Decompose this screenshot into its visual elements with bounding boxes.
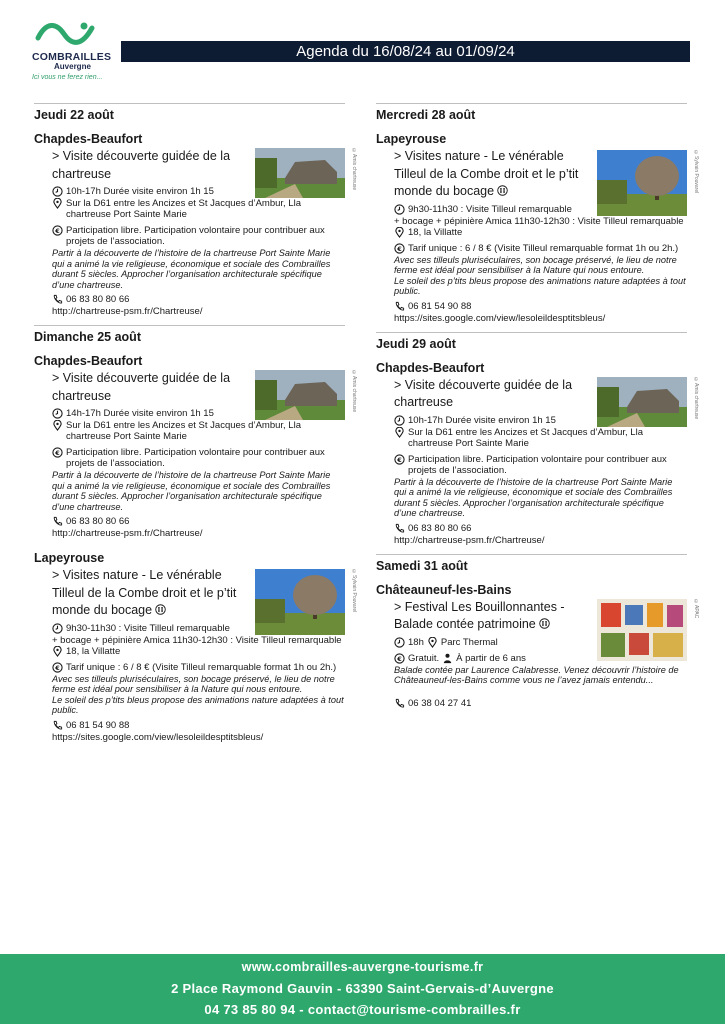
town-name: Chapdes-Beaufort bbox=[34, 132, 143, 146]
town-name: Chapdes-Beaufort bbox=[376, 360, 485, 375]
event-time: 10h-17h Durée visite environ 1h 15 bbox=[66, 186, 214, 197]
day-heading: Jeudi 29 août bbox=[376, 332, 687, 355]
event-phone[interactable]: 06 81 54 90 88 bbox=[66, 719, 130, 731]
event-url[interactable]: https://sites.google.com/view/lesoleildesptitsbleus/ bbox=[52, 731, 264, 743]
event-url[interactable]: http://chartreuse-psm.fr/Chartreuse/ bbox=[394, 534, 545, 546]
family-icon bbox=[539, 618, 550, 629]
event-place: 18, la Villatte bbox=[408, 226, 463, 238]
phone-icon bbox=[52, 720, 63, 731]
footer bbox=[0, 954, 725, 1024]
photo-tilleul bbox=[597, 150, 699, 216]
event-title[interactable]: > Visites nature - Le vénérable Tilleul de la Combe droit et le p’tit monde du bocage bbox=[394, 149, 579, 198]
pin-icon bbox=[52, 646, 63, 657]
event-time-detail: + bocage + pépinière Amica 11h30-12h30 : Visite Tilleul remarquable bbox=[394, 215, 684, 227]
pin-icon bbox=[427, 637, 438, 648]
event-description: Partir à la découverte de l’histoire de la chartreuse Port Sainte Marie qui a animé la vie religieuse, économique et sociale des Combrailles durant 5 siècles. Approcher l’organisation architecturale spécifique d’une chartreuse. bbox=[394, 476, 673, 518]
euro-icon bbox=[394, 243, 405, 254]
euro-icon bbox=[394, 454, 405, 465]
event-phone[interactable]: 06 81 54 90 88 bbox=[408, 300, 472, 312]
euro-icon bbox=[52, 662, 63, 673]
event-phone[interactable]: 06 38 04 27 41 bbox=[408, 697, 472, 709]
day-heading: Mercredi 28 août bbox=[376, 103, 687, 126]
event-description: Partir à la découverte de l’histoire de la chartreuse Port Sainte Marie qui a animé la vie religieuse, économique et sociale des Combrailles durant 5 siècles. Approcher l’organisation architecturale spécifique d’une chartreuse. bbox=[52, 248, 331, 290]
event-description: Balade contée par Laurence Calabresse. Venez découvrir l’histoire de Châteauneuf-les-Bains comme vous ne l’avez jamais entendu... bbox=[394, 664, 679, 685]
pin-icon bbox=[394, 227, 405, 238]
pin-icon bbox=[52, 198, 63, 209]
phone-icon bbox=[52, 294, 63, 305]
event-time: 9h30-11h30 : Visite Tilleul remarquable bbox=[66, 622, 230, 634]
event-place: Parc Thermal bbox=[440, 636, 498, 648]
footer-address: 2 Place Raymond Gauvin - 63390 Saint-Gervais-d’Auvergne bbox=[171, 981, 554, 996]
event-description: Avec ses tilleuls pluriséculaires, son bocage préservé, le lieu de notre ferme est idéal pour sensibiliser à la Nature qui nous entoure. bbox=[394, 254, 677, 275]
photo-chartreuse bbox=[255, 148, 357, 198]
event-place: 18, la Villatte bbox=[66, 645, 121, 657]
svg-text:€: € bbox=[55, 663, 60, 672]
page-title: Agenda du 16/08/24 au 01/09/24 bbox=[121, 41, 690, 62]
pin-icon bbox=[394, 427, 405, 438]
event-title[interactable]: > Visites nature - Le vénérable Tilleul de la Combe droit et le p’tit monde du bocage bbox=[52, 568, 237, 617]
photo-credit: ©Sylvain Pouvarel bbox=[351, 569, 357, 613]
logo-brand: COMBRAILLES bbox=[32, 51, 112, 63]
phone-icon bbox=[394, 698, 405, 709]
footer-website[interactable]: www.combrailles-auvergne-tourisme.fr bbox=[241, 960, 484, 974]
logo-sub: Auvergne bbox=[54, 62, 91, 71]
event-place: Sur la D61 entre les Ancizes et St Jacques d’Ambur, Lla chartreuse Port Sainte Marie bbox=[66, 198, 301, 220]
photo-credit: ©Amis chartreuse bbox=[351, 148, 357, 191]
phone-icon bbox=[394, 301, 405, 312]
right-column bbox=[376, 103, 699, 710]
event-time: 10h-17h Durée visite environ 1h 15 bbox=[408, 414, 556, 426]
photo-chartreuse bbox=[255, 370, 357, 420]
event-price: Participation libre. Participation volontaire pour contribuer aux projets de l’association. bbox=[408, 453, 667, 476]
family-icon bbox=[155, 604, 166, 615]
photo-festival-poster bbox=[597, 598, 699, 661]
svg-text:€: € bbox=[397, 654, 402, 663]
town-name: Lapeyrouse bbox=[376, 132, 447, 146]
event-entry bbox=[376, 376, 699, 546]
phone-icon bbox=[394, 523, 405, 534]
event-phone[interactable]: 06 83 80 80 66 bbox=[66, 294, 130, 305]
footer-separator: - bbox=[299, 1002, 304, 1017]
clock-icon bbox=[394, 204, 405, 215]
event-time: 18h bbox=[408, 636, 424, 648]
event-description: Avec ses tilleuls pluriséculaires, son bocage préservé, le lieu de notre ferme est idéal pour sensibiliser à la Nature qui nous entoure. bbox=[52, 673, 335, 694]
event-phone[interactable]: 06 83 80 80 66 bbox=[66, 516, 130, 527]
event-description-2: Le soleil des p’tits bleus propose des animations nature adaptées à tout public. bbox=[394, 275, 686, 296]
photo-chartreuse bbox=[597, 376, 699, 427]
pin-icon bbox=[52, 420, 63, 431]
event-time-detail: + bocage + pépinière Amica 11h30-12h30 : Visite Tilleul remarquable bbox=[52, 634, 342, 646]
event-title[interactable]: > Festival Les Bouillonnantes - Balade contée patrimoine bbox=[394, 599, 565, 631]
town-name: Chapdes-Beaufort bbox=[34, 354, 143, 368]
event-time: 9h30-11h30 : Visite Tilleul remarquable bbox=[408, 203, 572, 215]
euro-icon bbox=[52, 225, 63, 236]
footer-contact bbox=[0, 999, 725, 1020]
town-name: Châteauneuf-les-Bains bbox=[376, 582, 512, 597]
event-title[interactable]: > Visite découverte guidée de la chartreuse bbox=[52, 371, 231, 403]
person-icon bbox=[442, 653, 453, 664]
left-column bbox=[34, 103, 357, 743]
event-entry bbox=[34, 148, 357, 317]
clock-icon bbox=[52, 408, 63, 419]
event-phone[interactable]: 06 83 80 80 66 bbox=[408, 522, 472, 534]
event-title[interactable]: > Visite découverte guidée de la chartreuse bbox=[394, 377, 573, 409]
event-price: Tarif unique : 6 / 8 € (Visite Tilleul remarquable format 1h ou 2h.) bbox=[408, 242, 679, 254]
event-entry bbox=[376, 148, 699, 324]
svg-text:€: € bbox=[55, 448, 60, 457]
event-title[interactable]: > Visite découverte guidée de la chartreuse bbox=[52, 149, 231, 181]
svg-text:€: € bbox=[397, 244, 402, 253]
event-url[interactable]: http://chartreuse-psm.fr/Chartreuse/ bbox=[52, 528, 203, 539]
event-entry bbox=[376, 598, 699, 709]
event-url[interactable]: https://sites.google.com/view/lesoleildesptitsbleus/ bbox=[394, 312, 606, 324]
photo-credit: ©APAC bbox=[693, 598, 699, 618]
event-age: À partir de 6 ans bbox=[456, 652, 526, 664]
event-url[interactable]: http://chartreuse-psm.fr/Chartreuse/ bbox=[52, 306, 203, 317]
day-heading: Samedi 31 août bbox=[376, 554, 687, 577]
clock-icon bbox=[394, 415, 405, 426]
euro-icon bbox=[52, 447, 63, 458]
event-place: Sur la D61 entre les Ancizes et St Jacques d’Ambur, Lla chartreuse Port Sainte Marie bbox=[66, 420, 301, 442]
day-heading: Jeudi 22 août bbox=[34, 103, 345, 126]
event-place: Sur la D61 entre les Ancizes et St Jacques d’Ambur, Lla chartreuse Port Sainte Marie bbox=[408, 426, 643, 449]
logo-wave-icon bbox=[34, 18, 98, 50]
euro-icon bbox=[394, 653, 405, 664]
phone-icon bbox=[52, 516, 63, 527]
photo-credit: ©Amis chartreuse bbox=[693, 376, 699, 419]
event-price: Gratuit. bbox=[408, 652, 440, 664]
svg-text:€: € bbox=[397, 455, 402, 464]
clock-icon bbox=[52, 186, 63, 197]
family-icon bbox=[497, 185, 508, 196]
footer-email[interactable]: contact@tourisme-combrailles.fr bbox=[307, 1002, 521, 1017]
event-time: 14h-17h Durée visite environ 1h 15 bbox=[66, 408, 214, 419]
event-price: Participation libre. Participation volontaire pour contribuer aux projets de l’association. bbox=[66, 225, 325, 247]
logo bbox=[30, 18, 120, 88]
photo-credit: ©Amis chartreuse bbox=[351, 370, 357, 413]
event-price: Tarif unique : 6 / 8 € (Visite Tilleul remarquable format 1h ou 2h.) bbox=[66, 661, 337, 673]
event-description-2: Le soleil des p’tits bleus propose des animations nature adaptées à tout public. bbox=[52, 694, 344, 715]
clock-icon bbox=[52, 623, 63, 634]
photo-credit: ©Sylvain Pouvarel bbox=[693, 150, 699, 194]
event-entry bbox=[34, 370, 357, 539]
logo-tagline: Ici vous ne ferez rien... bbox=[32, 74, 103, 81]
town-name: Lapeyrouse bbox=[34, 551, 105, 565]
event-entry bbox=[34, 567, 357, 743]
event-description: Partir à la découverte de l’histoire de la chartreuse Port Sainte Marie qui a animé la vie religieuse, économique et sociale des Combrailles durant 5 siècles. Approcher l’organisation architecturale spécifique d’une chartreuse. bbox=[52, 470, 331, 512]
svg-text:€: € bbox=[55, 226, 60, 235]
day-heading: Dimanche 25 août bbox=[34, 325, 345, 348]
photo-tilleul bbox=[255, 569, 357, 635]
footer-phone[interactable]: 04 73 85 80 94 bbox=[204, 1002, 296, 1017]
event-price: Participation libre. Participation volontaire pour contribuer aux projets de l’association. bbox=[66, 447, 325, 469]
clock-icon bbox=[394, 637, 405, 648]
